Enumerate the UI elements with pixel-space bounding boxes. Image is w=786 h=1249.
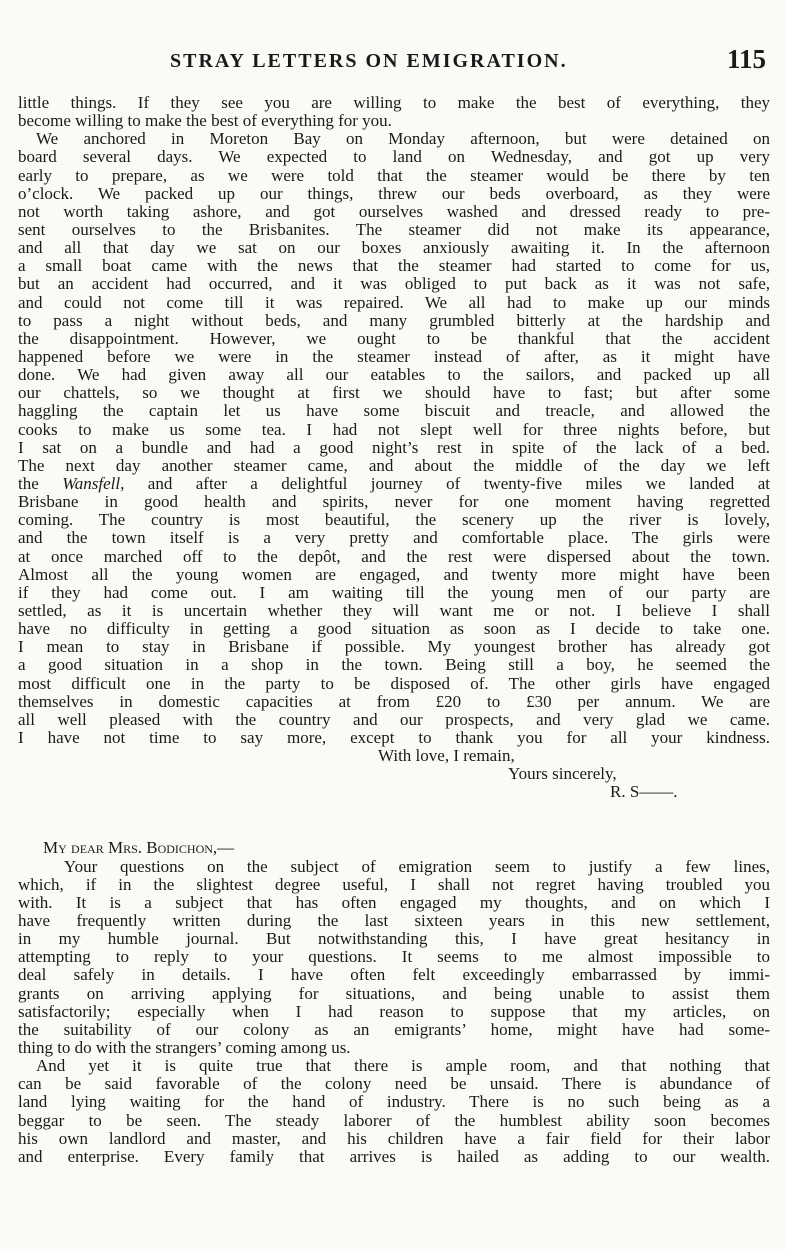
text-line: all well pleased with the country and our prospects, and very glad we came. [18, 709, 770, 729]
text-line: And yet it is quite true that there is ample room, and that nothing that [36, 1056, 770, 1076]
text-line: can be said favorable of the colony need be unsaid. There is abundance of [18, 1074, 770, 1094]
text-line: and could not come till it was repaired. We all had to make up our minds [18, 292, 770, 312]
text-line: cooks to make us some tea. I had not slept well for three nights before, but [18, 419, 770, 439]
text-line: become willing to make the best of everything for you. [18, 111, 392, 131]
text-line: in my humble journal. But notwithstanding this, I have great hesitancy in [18, 929, 770, 949]
text-line: sent ourselves to the Brisbanites. The steamer did not make its appearance, [18, 219, 770, 239]
text-line: have no difficulty in getting a good situation as soon as I decide to take one. [18, 619, 770, 639]
text-line: grants on arriving applying for situations, and being unable to assist them [18, 983, 770, 1003]
text-line: and enterprise. Every family that arrives is hailed as adding to our wealth. [18, 1146, 770, 1166]
text-line: settled, as it is uncertain whether they will want me or not. I believe I shall [18, 600, 770, 620]
text-line: deal safely in details. I have often felt exceedingly embarrassed by immi- [18, 965, 770, 985]
letter-signature: R. S——. [610, 782, 678, 802]
letter-separator [18, 801, 770, 839]
text-line: coming. The country is most beautiful, the scenery up the river is lovely, [18, 510, 770, 530]
page-header [18, 44, 770, 84]
text-line: a small boat came with the news that the steamer had started to come for us, [18, 256, 770, 276]
text-line: satisfactorily; especially when I had reason to suppose that my articles, on [18, 1001, 770, 1021]
text-line: and all that day we sat on our boxes anxiously awaiting it. In the afternoon [18, 238, 770, 258]
text-line: attempting to reply to your questions. It seems to me almost impossible to [18, 947, 770, 967]
text-line: and the town itself is a very pretty and comfortable place. The girls were [18, 528, 770, 548]
text-line: the disappointment. However, we ought to be thankful that the accident [18, 328, 770, 348]
letter-rs [18, 94, 770, 801]
text-line: which, if in the slightest degree useful, I shall not regret having troubled you [18, 874, 770, 894]
text-line: but an accident had occurred, and it was obliged to put back as it was not safe, [18, 274, 770, 294]
text-line: The next day another steamer came, and about the middle of the day we left [18, 455, 770, 475]
text-line: the suitability of our colony as an emigrants’ home, might have had some- [18, 1019, 770, 1039]
text-line: our chattels, so we thought at first we should have to fast; but after some [18, 383, 770, 403]
text-line: at once marched off to the depôt, and the rest were dispersed about the town. [18, 546, 770, 566]
running-title: STRAY LETTERS ON EMIGRATION. [170, 50, 568, 72]
page-number: 115 [726, 44, 766, 74]
text-line: a good situation in a shop in the town. Being still a boy, he seemed the [18, 655, 770, 675]
ship-name: Wansfell [62, 473, 121, 493]
text-line: beggar to be seen. The steady laborer of the humblest ability soon becomes [18, 1110, 770, 1130]
text-line: I have not time to say more, except to thank you for all your kindness. [18, 727, 770, 747]
page-body [18, 94, 770, 1166]
text-line: haggling the captain let us have some biscuit and treacle, and allowed the [18, 401, 770, 421]
text-line: have frequently written during the last sixteen years in this new settlement, [18, 911, 770, 931]
text-line: to pass a night without beds, and many grumbled bitterly at the hardship and [18, 310, 770, 330]
text-line: done. We had given away all our eatables to the sailors, and packed up all [18, 365, 770, 385]
letter-salutation: My dear Mrs. Bodichon,— [43, 838, 235, 858]
text-line: most difficult one in the party to be disposed of. The other girls have engaged [18, 673, 770, 693]
text-line: happened before we were in the steamer instead of after, as it might have [18, 346, 770, 366]
text-line: o’clock. We packed up our things, threw our beds overboard, as they were [18, 183, 770, 203]
letter-valediction: Yours sincerely, [508, 764, 617, 784]
text-line: not worth taking ashore, and got ourselves washed and dressed ready to pre- [18, 201, 770, 221]
text-line: themselves in domestic capacities at from £20 to £30 per annum. We are [18, 691, 770, 711]
text-line: We anchored in Moreton Bay on Monday afternoon, but were detained on [36, 129, 770, 149]
text-line: land lying waiting for the hand of industry. There is no such being as a [18, 1092, 770, 1112]
text-line: Brisbane in good health and spirits, never for one moment having regretted [18, 492, 770, 512]
text-line: Your questions on the subject of emigration seem to justify a few lines, [64, 856, 770, 876]
letter-closing: With love, I remain, [378, 746, 515, 766]
text-line: little things. If they see you are willing to make the best of everything, they [18, 93, 770, 112]
text-line: Almost all the young women are engaged, and twenty more might have been [18, 564, 770, 584]
text-line: with. It is a subject that has often engaged my thoughts, and on which I [18, 892, 770, 912]
text-line: if they had come out. I am waiting till the young men of our party are [18, 582, 770, 602]
text-line: thing to do with the strangers’ coming among us. [18, 1038, 351, 1058]
text-line: I mean to stay in Brisbane if possible. My youngest brother has already got [18, 637, 770, 657]
text-line: his own landlord and master, and his children have a fair field for their labor [18, 1128, 770, 1148]
text-line: the Wansfell, and after a delightful journey of twenty-five miles we landed at [18, 473, 770, 493]
letter-bodichon [18, 839, 770, 1166]
text-line: I sat on a bundle and had a good night’s rest in spite of the lack of a bed. [18, 437, 770, 457]
text-line: early to prepare, as we were told that the steamer would be there by ten [18, 165, 770, 185]
text-line: board several days. We expected to land on Wednesday, and got up very [18, 147, 770, 167]
